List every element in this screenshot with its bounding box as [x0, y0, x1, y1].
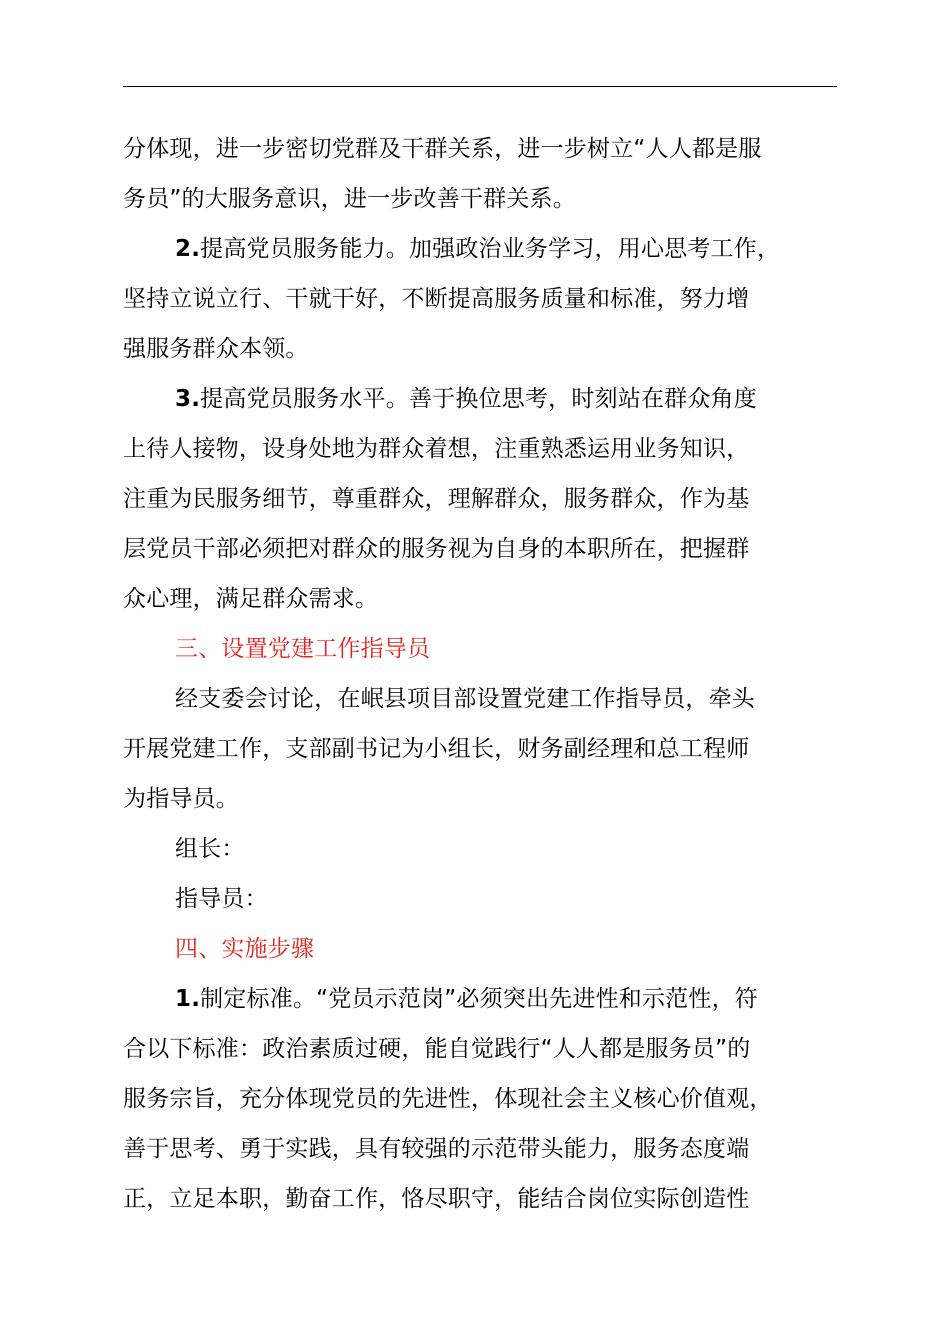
body-line: 为指导员。: [123, 786, 239, 812]
document-body: [123, 124, 863, 1224]
section-heading: 三、设置党建工作指导员: [175, 636, 431, 662]
body-line: 注重为民服务细节，尊重群众，理解群众，服务群众，作为基: [123, 486, 750, 512]
numbered-paragraph-start: [123, 974, 863, 1024]
item-number: 2.: [175, 236, 201, 262]
numbered-paragraph-start: [123, 224, 863, 274]
paragraph-text: 制定标准。“党员示范岗”必须突出先进性和示范性，符: [200, 986, 758, 1012]
item-number: 1.: [175, 986, 201, 1012]
body-line: 众心理，满足群众需求。: [123, 586, 379, 612]
instructor-label: 指导员：: [175, 886, 268, 912]
body-line: 服务宗旨，充分体现党员的先进性，体现社会主义核心价值观，: [123, 1086, 773, 1112]
paragraph-text: 提高党员服务能力。加强政治业务学习，用心思考工作，: [200, 236, 781, 262]
body-line: 正，立足本职，勤奋工作，恪尽职守，能结合岗位实际创造性: [123, 1186, 750, 1212]
body-line: 层党员干部必须把对群众的服务视为自身的本职所在，把握群: [123, 536, 750, 562]
body-line: 经支委会讨论，在岷县项目部设置党建工作指导员，牵头: [175, 686, 755, 712]
body-line: 强服务群众本领。: [123, 336, 309, 362]
group-leader-label: 组长：: [175, 836, 245, 862]
paragraph-text: 提高党员服务水平。善于换位思考，时刻站在群众角度: [200, 386, 757, 412]
numbered-paragraph-start: [123, 374, 863, 424]
body-line: 合以下标准：政治素质过硬，能自觉践行“人人都是服务员”的: [123, 1036, 751, 1062]
header-rule: [123, 86, 837, 87]
section-heading: 四、实施步骤: [175, 936, 315, 962]
body-line: 善于思考、勇于实践，具有较强的示范带头能力，服务态度端: [123, 1136, 750, 1162]
body-line: 上待人接物，设身处地为群众着想，注重熟悉运用业务知识，: [123, 436, 750, 462]
body-line: 分体现，进一步密切党群及干群关系，进一步树立“人人都是服: [123, 136, 762, 162]
body-line: 坚持立说立行、干就干好，不断提高服务质量和标准，努力增: [123, 286, 750, 312]
body-line: 务员”的大服务意识，进一步改善干群关系。: [123, 186, 576, 212]
body-line: 开展党建工作，支部副书记为小组长，财务副经理和总工程师: [123, 736, 750, 762]
item-number: 3.: [175, 386, 201, 412]
